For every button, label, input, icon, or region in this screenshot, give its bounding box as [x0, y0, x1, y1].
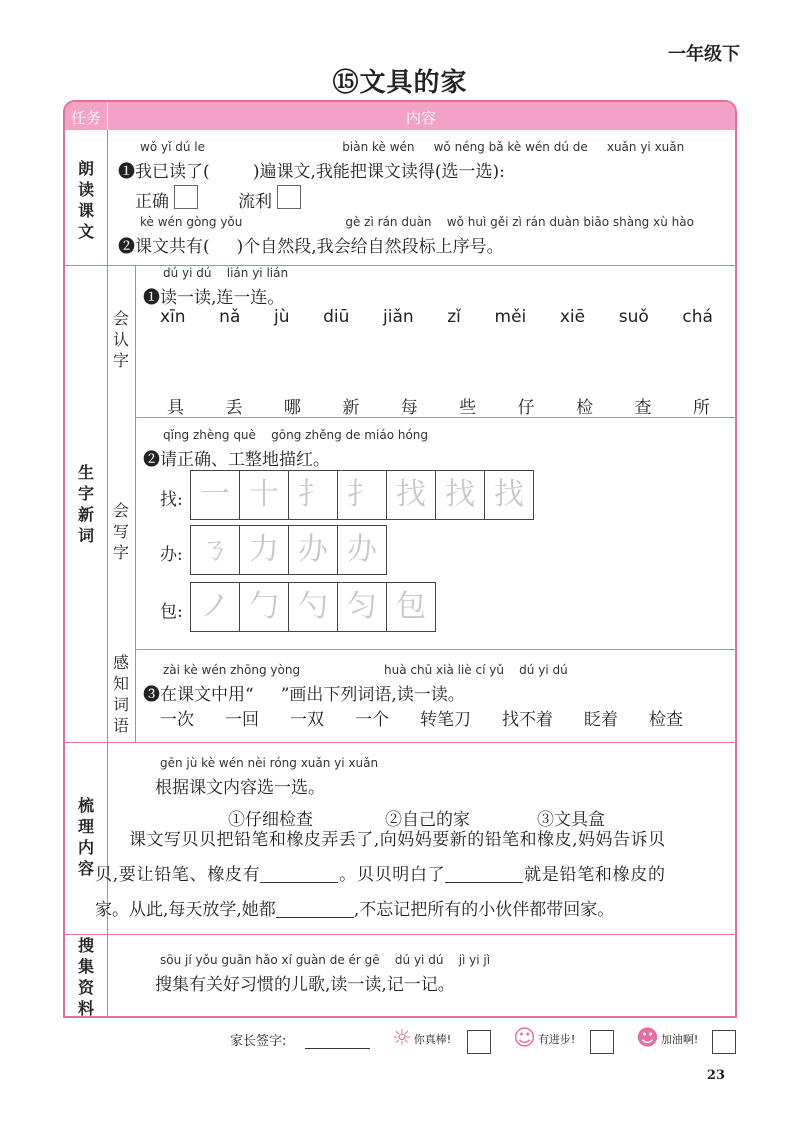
header-task: 任务 [70, 109, 101, 127]
pinyin-item[interactable]: chá [682, 307, 713, 327]
word-item: 找不着 [502, 710, 553, 730]
pinyin-item[interactable]: jiǎn [383, 307, 414, 327]
pinyin-item[interactable]: suǒ [618, 307, 649, 327]
s4-text: 搜集有关好习惯的儿歌,读一读,记一记。 [155, 975, 455, 995]
sun-face-icon: ☼ [392, 1026, 412, 1051]
character-item[interactable]: 检 [576, 398, 594, 418]
character-item[interactable]: 每 [400, 398, 418, 418]
tracing-cell[interactable]: ノ [190, 582, 240, 632]
s3-paragraph: 课文写贝贝把铅笔和橡皮弄丢了,向妈妈要新的铅笔和橡皮,妈妈告诉贝贝,要让铅笔、橡皮有 。贝贝明白了 就是铅笔和橡皮的家。从此,每天放学,她都 ,不忘记把所有的小伙伴都带回家。 [95, 830, 666, 920]
smile-face-icon: ☺ [513, 1026, 536, 1051]
s2-q2-text: ❷请正确、工整地描红。 [143, 450, 330, 470]
q1-text: ❶我已读了( )遍课文,我能把课文读得(选一选): [118, 162, 505, 182]
section-label-reading: 朗 读 课 文 [77, 159, 94, 241]
pinyin-row [160, 307, 713, 327]
s2-q2-pinyin: qǐng zhèng què gōng zhěng de miáo hóng [163, 428, 429, 442]
s2-q3-text: ❸在课文中用“ ”画出下列词语,读一读。 [143, 685, 465, 705]
parent-signature-line[interactable] [305, 1048, 370, 1049]
sublabel-write: 会 写 字 [112, 501, 129, 562]
character-item[interactable]: 新 [342, 398, 360, 418]
tracing-cell[interactable]: 办 [288, 525, 338, 575]
pinyin-item[interactable]: zǐ [447, 307, 461, 327]
fill-blank-2[interactable] [445, 864, 523, 883]
option-fluent: 流利 [238, 192, 272, 212]
badge-cheer-checkbox[interactable] [712, 1030, 736, 1054]
pinyin-item[interactable]: nǎ [219, 307, 241, 327]
character-item[interactable]: 查 [634, 398, 652, 418]
tracing-cell[interactable]: ㄋ [190, 525, 240, 575]
tracing-cell[interactable]: 匀 [337, 582, 387, 632]
tracing-cell[interactable]: 勹 [239, 582, 289, 632]
character-item[interactable]: 丢 [225, 398, 243, 418]
page-number: 23 [706, 1068, 725, 1083]
s3-pinyin: gēn jù kè wén nèi róng xuǎn yi xuǎn [160, 756, 379, 770]
badge-great: ☼ 你真棒! [392, 1026, 452, 1051]
character-item[interactable]: 仔 [517, 398, 535, 418]
grid-label-ban: 办: [160, 545, 183, 565]
word-item: 眨着 [584, 710, 618, 730]
word-item: 转笔刀 [420, 710, 471, 730]
pinyin-item[interactable]: xiē [559, 307, 586, 327]
grid-label-bao: 包: [160, 602, 183, 622]
tracing-cell[interactable]: 找 [386, 470, 436, 520]
pinyin-item[interactable]: jù [273, 307, 290, 327]
s2-q3-pinyin: zài kè wén zhōng yòng huà chū xià liè cí yǔ dú yi dú [163, 663, 568, 677]
tracing-cell[interactable]: 找 [435, 470, 485, 520]
character-row [167, 393, 710, 418]
section-label-collect: 搜 集 资 料 [77, 936, 94, 1018]
grade-label: 一年级下 [668, 44, 740, 65]
s3-text: 根据课文内容选一选。 [155, 778, 325, 798]
character-item[interactable]: 具 [167, 398, 184, 418]
s3-option-3: ③文具盒 [537, 810, 605, 830]
sublabel-words: 感 知 词 语 [112, 653, 129, 735]
tracing-cell[interactable]: 一 [190, 470, 240, 520]
s2-q1-pinyin: dú yi dú lián yi lián [163, 266, 289, 280]
option-correct-checkbox[interactable] [174, 185, 198, 209]
cheer-face-icon: ☻ [636, 1026, 659, 1051]
tracing-cell[interactable]: 勺 [288, 582, 338, 632]
s4-pinyin: sōu jí yǒu guān hǎo xí guàn de ér gē dú yi dú jì yi jì [160, 953, 491, 967]
grid-label-zhao: 找: [160, 490, 183, 510]
sublabel-recognize: 会 认 字 [112, 309, 129, 370]
character-item[interactable]: 所 [692, 398, 710, 418]
tracing-grid-bao [190, 582, 435, 632]
tracing-cell[interactable]: 办 [337, 525, 387, 575]
badge-progress: ☺ 有进步! [513, 1026, 576, 1051]
option-fluent-checkbox[interactable] [277, 185, 301, 209]
character-item[interactable]: 哪 [283, 398, 301, 418]
tracing-cell[interactable]: 找 [484, 470, 534, 520]
q1-pinyin: wǒ yǐ dú le biàn kè wén wǒ néng bǎ kè wén dú de xuǎn yi xuǎn [140, 140, 685, 154]
section-label-new-words: 生 字 新 词 [77, 463, 94, 545]
tracing-grid-zhao [190, 470, 533, 520]
word-item: 一回 [225, 710, 259, 730]
s3-option-1: ①仔细检查 [228, 810, 313, 830]
table-header [65, 102, 735, 130]
badge-great-checkbox[interactable] [467, 1030, 491, 1054]
fill-blank-3[interactable] [276, 899, 354, 918]
tracing-cell[interactable]: 包 [386, 582, 436, 632]
q2-text: ❷课文共有( )个自然段,我会给自然段标上序号。 [118, 237, 504, 257]
word-item: 一个 [355, 710, 389, 730]
tracing-cell[interactable]: 扌 [288, 470, 338, 520]
header-content: 内容 [405, 109, 436, 127]
parent-signature-label: 家长签字: [230, 1034, 287, 1049]
section-label-review: 梳 理 内 容 [77, 796, 94, 878]
tracing-grid-ban [190, 525, 386, 575]
tracing-cell[interactable]: 十 [239, 470, 289, 520]
word-item: 检查 [649, 710, 683, 730]
tracing-cell[interactable]: 力 [239, 525, 289, 575]
fill-blank-1[interactable] [260, 864, 338, 883]
pinyin-item[interactable]: diū [323, 307, 350, 327]
s2-q1-text: ❶读一读,连一连。 [143, 288, 285, 308]
badge-progress-checkbox[interactable] [590, 1030, 614, 1054]
pinyin-item[interactable]: měi [494, 307, 527, 327]
pinyin-item[interactable]: xīn [160, 307, 186, 327]
word-item: 一双 [290, 710, 324, 730]
badge-cheer: ☻ 加油啊! [636, 1026, 699, 1051]
character-item[interactable]: 些 [459, 398, 477, 418]
s3-option-2: ②自己的家 [385, 810, 470, 830]
option-correct: 正确 [135, 192, 169, 212]
q2-pinyin: kè wén gòng yǒu gè zì rán duàn wǒ huì gěi zì rán duàn biāo shàng xù hào [140, 215, 694, 229]
tracing-cell[interactable]: 扌 [337, 470, 387, 520]
word-row [160, 705, 683, 730]
page-title: ⑮文具的家 [332, 68, 468, 98]
word-item: 一次 [160, 710, 194, 730]
